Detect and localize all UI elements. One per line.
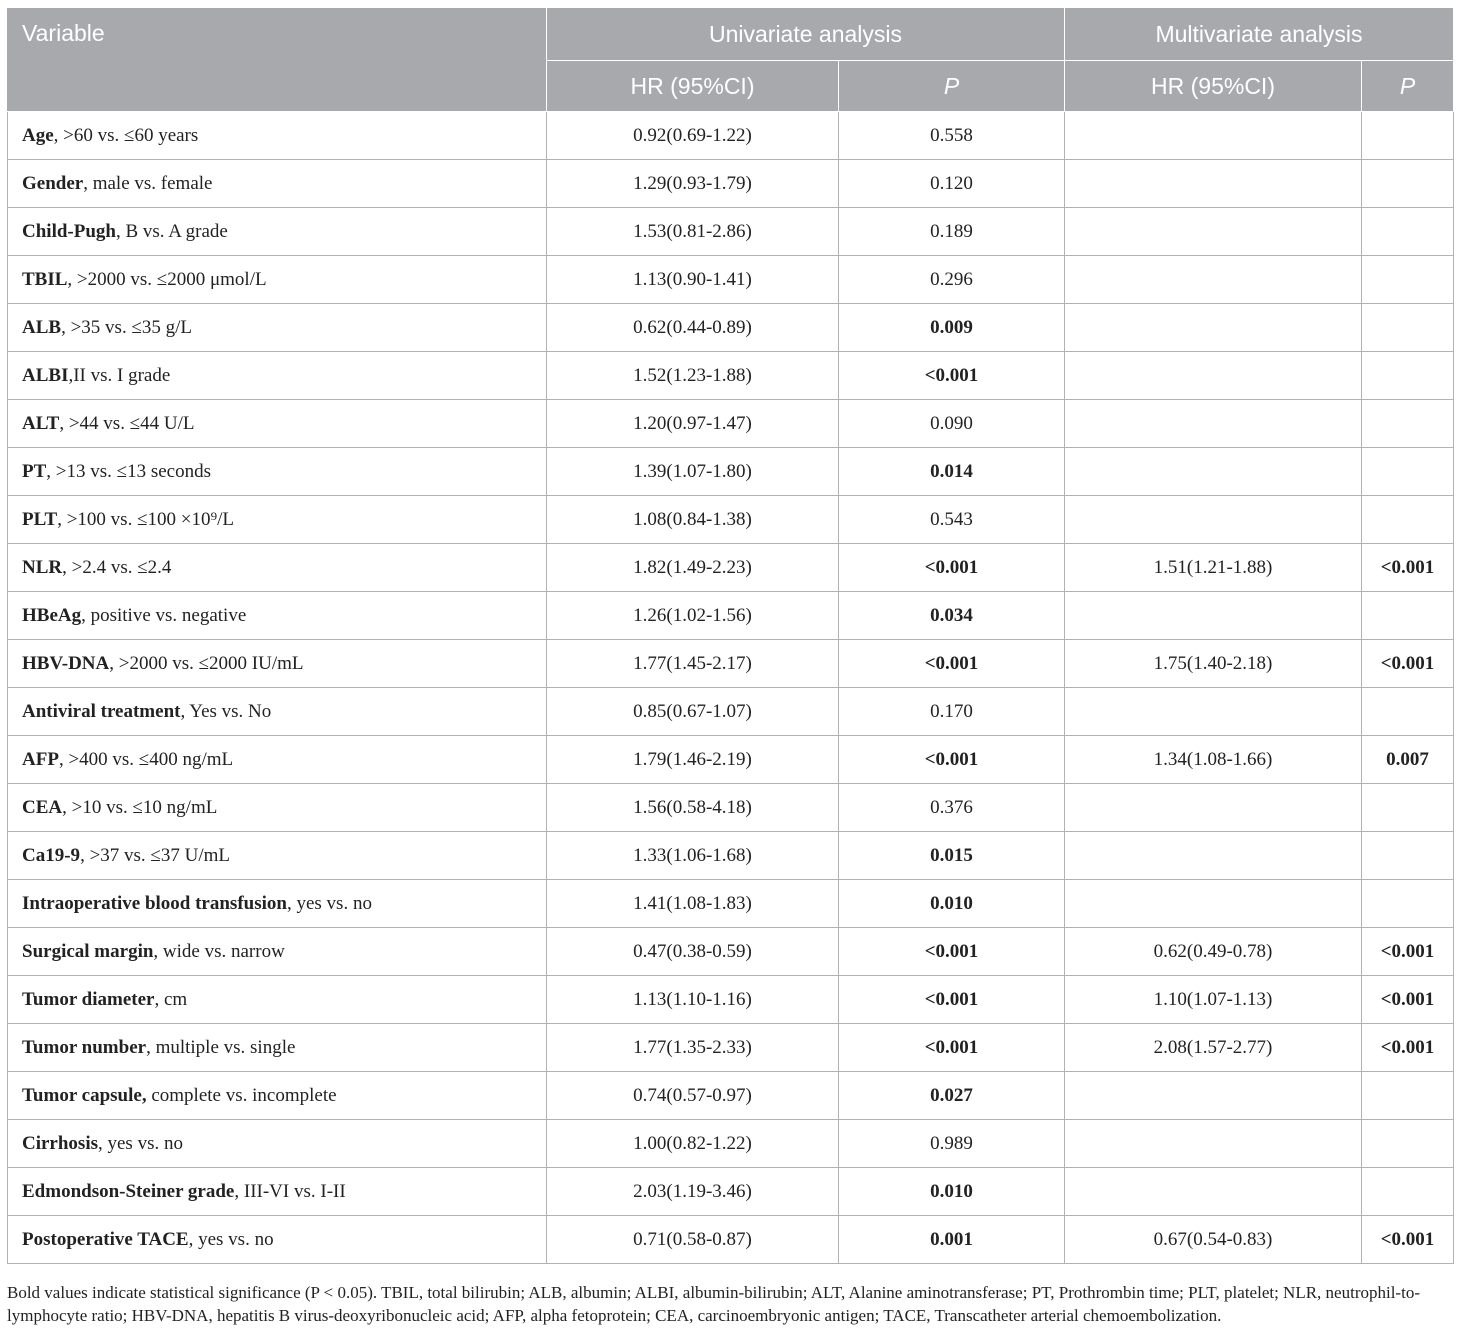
variable-description: , >60 vs. ≤60 years: [53, 124, 199, 146]
variable-name: TBIL: [22, 268, 68, 290]
univariate-hr-cell: 1.53(0.81-2.86): [547, 208, 839, 256]
header-multi-p-label: P: [1399, 72, 1416, 99]
univariate-p-cell: 0.027: [839, 1072, 1065, 1120]
univariate-p-cell: 0.015: [839, 832, 1065, 880]
variable-cell: [8, 880, 547, 928]
results-table: [7, 7, 1454, 1264]
multivariate-p-cell: <0.001: [1362, 1216, 1454, 1264]
variable-description: , >2000 vs. ≤2000 IU/mL: [109, 652, 304, 674]
table-row: [8, 304, 1454, 352]
variable-name: HBeAg: [22, 604, 82, 626]
multivariate-hr-cell: 2.08(1.57-2.77): [1065, 1024, 1362, 1072]
multivariate-hr-cell: [1065, 112, 1362, 160]
univariate-p-cell: <0.001: [839, 1024, 1065, 1072]
multivariate-hr-cell: 1.75(1.40-2.18): [1065, 640, 1362, 688]
multivariate-p-cell: <0.001: [1362, 1024, 1454, 1072]
header-uni-hr: HR (95%CI): [547, 61, 839, 112]
multivariate-hr-cell: [1065, 1120, 1362, 1168]
multivariate-p-cell: <0.001: [1362, 544, 1454, 592]
multivariate-p-cell: 0.007: [1362, 736, 1454, 784]
multivariate-hr-cell: [1065, 784, 1362, 832]
univariate-p-cell: 0.034: [839, 592, 1065, 640]
univariate-p-cell: 0.010: [839, 880, 1065, 928]
variable-description: , III-VI vs. I-II: [234, 1180, 346, 1202]
univariate-p-cell: 0.189: [839, 208, 1065, 256]
variable-description: , >2000 vs. ≤2000 μmol/L: [67, 268, 267, 290]
multivariate-hr-cell: [1065, 304, 1362, 352]
table-row: [8, 736, 1454, 784]
multivariate-hr-cell: [1065, 1072, 1362, 1120]
variable-name: ALB: [22, 316, 62, 338]
variable-name: Ca19-9: [22, 844, 81, 866]
univariate-p-cell: 0.376: [839, 784, 1065, 832]
variable-description: , >44 vs. ≤44 U/L: [59, 412, 195, 434]
table-row: [8, 1072, 1454, 1120]
univariate-p-cell: <0.001: [839, 736, 1065, 784]
multivariate-hr-cell: [1065, 688, 1362, 736]
table-row: [8, 880, 1454, 928]
multivariate-p-cell: [1362, 112, 1454, 160]
variable-cell: [8, 688, 547, 736]
multivariate-hr-cell: [1065, 880, 1362, 928]
variable-description: , yes vs. no: [286, 892, 372, 914]
univariate-p-cell: 0.010: [839, 1168, 1065, 1216]
multivariate-p-cell: [1362, 832, 1454, 880]
table-row: [8, 976, 1454, 1024]
multivariate-p-cell: [1362, 304, 1454, 352]
univariate-p-cell: 0.014: [839, 448, 1065, 496]
variable-description: , >100 vs. ≤100 ×10⁹/L: [57, 508, 234, 530]
univariate-hr-cell: 1.79(1.46-2.19): [547, 736, 839, 784]
variable-description: , Yes vs. No: [180, 700, 272, 722]
variable-description: , yes vs. no: [98, 1132, 183, 1154]
header-uni-p: [839, 61, 1065, 112]
variable-cell: [8, 1072, 547, 1120]
variable-cell: [8, 1024, 547, 1072]
table-row: [8, 688, 1454, 736]
multivariate-p-cell: <0.001: [1362, 928, 1454, 976]
table-row: [8, 400, 1454, 448]
table-row: [8, 256, 1454, 304]
variable-description: , >400 vs. ≤400 ng/mL: [58, 748, 234, 770]
table-row: [8, 160, 1454, 208]
table-header: [8, 8, 1454, 112]
table-row: [8, 1120, 1454, 1168]
univariate-hr-cell: 1.13(0.90-1.41): [547, 256, 839, 304]
multivariate-hr-cell: 1.10(1.07-1.13): [1065, 976, 1362, 1024]
table-row: [8, 1168, 1454, 1216]
multivariate-hr-cell: 0.67(0.54-0.83): [1065, 1216, 1362, 1264]
variable-name: Tumor diameter: [22, 988, 155, 1010]
univariate-p-cell: <0.001: [839, 976, 1065, 1024]
variable-description: , cm: [154, 988, 188, 1010]
variable-cell: [8, 352, 547, 400]
variable-cell: [8, 736, 547, 784]
header-univariate: Univariate analysis: [547, 8, 1065, 61]
table-row: [8, 352, 1454, 400]
table-row: [8, 832, 1454, 880]
variable-cell: [8, 1120, 547, 1168]
multivariate-hr-cell: [1065, 592, 1362, 640]
variable-name: Intraoperative blood transfusion: [22, 892, 287, 914]
multivariate-p-cell: [1362, 784, 1454, 832]
multivariate-p-cell: [1362, 448, 1454, 496]
variable-cell: [8, 1168, 547, 1216]
variable-cell: [8, 784, 547, 832]
univariate-p-cell: 0.090: [839, 400, 1065, 448]
variable-description: ,II vs. I grade: [68, 364, 171, 386]
multivariate-p-cell: [1362, 160, 1454, 208]
multivariate-p-cell: [1362, 256, 1454, 304]
multivariate-p-cell: <0.001: [1362, 976, 1454, 1024]
variable-cell: [8, 592, 547, 640]
table-row: [8, 1216, 1454, 1264]
univariate-hr-cell: 0.47(0.38-0.59): [547, 928, 839, 976]
multivariate-hr-cell: [1065, 496, 1362, 544]
header-variable: Variable: [8, 8, 547, 112]
univariate-p-cell: <0.001: [839, 640, 1065, 688]
variable-name: PT: [22, 460, 47, 482]
variable-name: Tumor number: [22, 1036, 147, 1058]
variable-description: , >37 vs. ≤37 U/mL: [80, 844, 230, 866]
multivariate-hr-cell: 1.34(1.08-1.66): [1065, 736, 1362, 784]
variable-name: HBV-DNA: [22, 652, 110, 674]
univariate-hr-cell: 1.77(1.45-2.17): [547, 640, 839, 688]
table-row: [8, 208, 1454, 256]
univariate-hr-cell: 1.41(1.08-1.83): [547, 880, 839, 928]
univariate-p-cell: 0.296: [839, 256, 1065, 304]
variable-description: , >13 vs. ≤13 seconds: [46, 460, 211, 482]
univariate-p-cell: 0.009: [839, 304, 1065, 352]
variable-name: PLT: [22, 508, 58, 530]
variable-name: Surgical margin: [22, 940, 154, 962]
univariate-hr-cell: 1.56(0.58-4.18): [547, 784, 839, 832]
univariate-p-cell: 0.001: [839, 1216, 1065, 1264]
multivariate-hr-cell: 0.62(0.49-0.78): [1065, 928, 1362, 976]
multivariate-p-cell: [1362, 352, 1454, 400]
univariate-hr-cell: 1.39(1.07-1.80): [547, 448, 839, 496]
table-row: [8, 784, 1454, 832]
variable-name: AFP: [22, 748, 59, 770]
header-multi-hr: HR (95%CI): [1065, 61, 1362, 112]
variable-cell: [8, 256, 547, 304]
multivariate-p-cell: [1362, 592, 1454, 640]
variable-cell: [8, 448, 547, 496]
univariate-p-cell: 0.558: [839, 112, 1065, 160]
variable-name: ALBI: [22, 364, 69, 386]
univariate-p-cell: 0.543: [839, 496, 1065, 544]
variable-name: Age: [22, 124, 54, 146]
variable-name: Edmondson-Steiner grade: [22, 1180, 235, 1202]
multivariate-hr-cell: [1065, 1168, 1362, 1216]
multivariate-p-cell: [1362, 400, 1454, 448]
table-row: [8, 640, 1454, 688]
variable-description: , B vs. A grade: [115, 220, 228, 242]
multivariate-p-cell: <0.001: [1362, 640, 1454, 688]
univariate-hr-cell: 1.00(0.82-1.22): [547, 1120, 839, 1168]
multivariate-p-cell: [1362, 496, 1454, 544]
multivariate-p-cell: [1362, 1168, 1454, 1216]
variable-cell: [8, 1216, 547, 1264]
variable-name: Antiviral treatment: [22, 700, 181, 722]
univariate-hr-cell: 0.62(0.44-0.89): [547, 304, 839, 352]
variable-description: , multiple vs. single: [146, 1036, 296, 1058]
variable-name: Postoperative TACE: [22, 1228, 189, 1250]
univariate-hr-cell: 0.71(0.58-0.87): [547, 1216, 839, 1264]
table-row: [8, 1024, 1454, 1072]
variable-description: , positive vs. negative: [81, 604, 247, 626]
univariate-p-cell: 0.170: [839, 688, 1065, 736]
multivariate-hr-cell: [1065, 208, 1362, 256]
univariate-hr-cell: 1.77(1.35-2.33): [547, 1024, 839, 1072]
table-row: [8, 496, 1454, 544]
multivariate-p-cell: [1362, 1072, 1454, 1120]
table-body: [8, 112, 1454, 1264]
variable-name: CEA: [22, 796, 63, 818]
univariate-hr-cell: 0.85(0.67-1.07): [547, 688, 839, 736]
univariate-hr-cell: 2.03(1.19-3.46): [547, 1168, 839, 1216]
univariate-hr-cell: 1.13(1.10-1.16): [547, 976, 839, 1024]
variable-description: , yes vs. no: [188, 1228, 274, 1250]
multivariate-hr-cell: [1065, 160, 1362, 208]
multivariate-p-cell: [1362, 208, 1454, 256]
variable-name: ALT: [22, 412, 60, 434]
variable-cell: [8, 640, 547, 688]
univariate-hr-cell: 1.26(1.02-1.56): [547, 592, 839, 640]
variable-name: Cirrhosis: [22, 1132, 98, 1154]
univariate-hr-cell: 0.74(0.57-0.97): [547, 1072, 839, 1120]
variable-description: , >35 vs. ≤35 g/L: [61, 316, 192, 338]
variable-cell: [8, 160, 547, 208]
variable-cell: [8, 112, 547, 160]
univariate-hr-cell: 1.33(1.06-1.68): [547, 832, 839, 880]
variable-description: , male vs. female: [83, 172, 213, 194]
variable-cell: [8, 976, 547, 1024]
multivariate-hr-cell: [1065, 400, 1362, 448]
multivariate-hr-cell: [1065, 256, 1362, 304]
univariate-hr-cell: 1.52(1.23-1.88): [547, 352, 839, 400]
header-uni-p-label: P: [943, 72, 960, 99]
variable-description: , wide vs. narrow: [153, 940, 285, 962]
univariate-hr-cell: 1.29(0.93-1.79): [547, 160, 839, 208]
table-row: [8, 592, 1454, 640]
multivariate-hr-cell: [1065, 352, 1362, 400]
univariate-hr-cell: 0.92(0.69-1.22): [547, 112, 839, 160]
variable-cell: [8, 208, 547, 256]
table-row: [8, 928, 1454, 976]
multivariate-p-cell: [1362, 1120, 1454, 1168]
header-multivariate: Multivariate analysis: [1065, 8, 1454, 61]
variable-cell: [8, 832, 547, 880]
univariate-hr-cell: 1.20(0.97-1.47): [547, 400, 839, 448]
univariate-hr-cell: 1.08(0.84-1.38): [547, 496, 839, 544]
table-row: [8, 112, 1454, 160]
table-row: [8, 448, 1454, 496]
univariate-hr-cell: 1.82(1.49-2.23): [547, 544, 839, 592]
univariate-p-cell: <0.001: [839, 544, 1065, 592]
univariate-p-cell: 0.989: [839, 1120, 1065, 1168]
multivariate-hr-cell: [1065, 448, 1362, 496]
variable-cell: [8, 496, 547, 544]
variable-description: , >2.4 vs. ≤2.4: [62, 556, 172, 578]
multivariate-hr-cell: [1065, 832, 1362, 880]
variable-cell: [8, 928, 547, 976]
multivariate-p-cell: [1362, 880, 1454, 928]
table-row: [8, 544, 1454, 592]
table-container: [7, 7, 1453, 1264]
variable-name: Child-Pugh: [22, 220, 116, 242]
multivariate-hr-cell: 1.51(1.21-1.88): [1065, 544, 1362, 592]
variable-cell: [8, 544, 547, 592]
univariate-p-cell: <0.001: [839, 352, 1065, 400]
table-footnote: Bold values indicate statistical significance (P < 0.05). TBIL, total bilirubin; ALB, albumin; ALBI, albumin-bilirubin; ALT, Alanine aminotransferase; PT, Prothrombin time; PLT, platelet; NLR, neutrophil-to-lymphocyte ratio; HBV-DNA, hepatitis B virus-deoxyribonucleic acid; AFP, alpha fetoprotein; CEA, carcinoembryonic antigen; TACE, Transcatheter arterial chemoembolization.: [7, 1283, 1420, 1325]
variable-cell: [8, 304, 547, 352]
variable-cell: [8, 400, 547, 448]
variable-description: complete vs. incomplete: [146, 1084, 337, 1106]
variable-description: , >10 vs. ≤10 ng/mL: [62, 796, 218, 818]
multivariate-p-cell: [1362, 688, 1454, 736]
univariate-p-cell: <0.001: [839, 928, 1065, 976]
variable-name: NLR: [22, 556, 63, 578]
variable-name: Gender: [22, 172, 84, 194]
variable-name: Tumor capsule,: [22, 1084, 147, 1106]
univariate-p-cell: 0.120: [839, 160, 1065, 208]
header-multi-p: [1362, 61, 1454, 112]
